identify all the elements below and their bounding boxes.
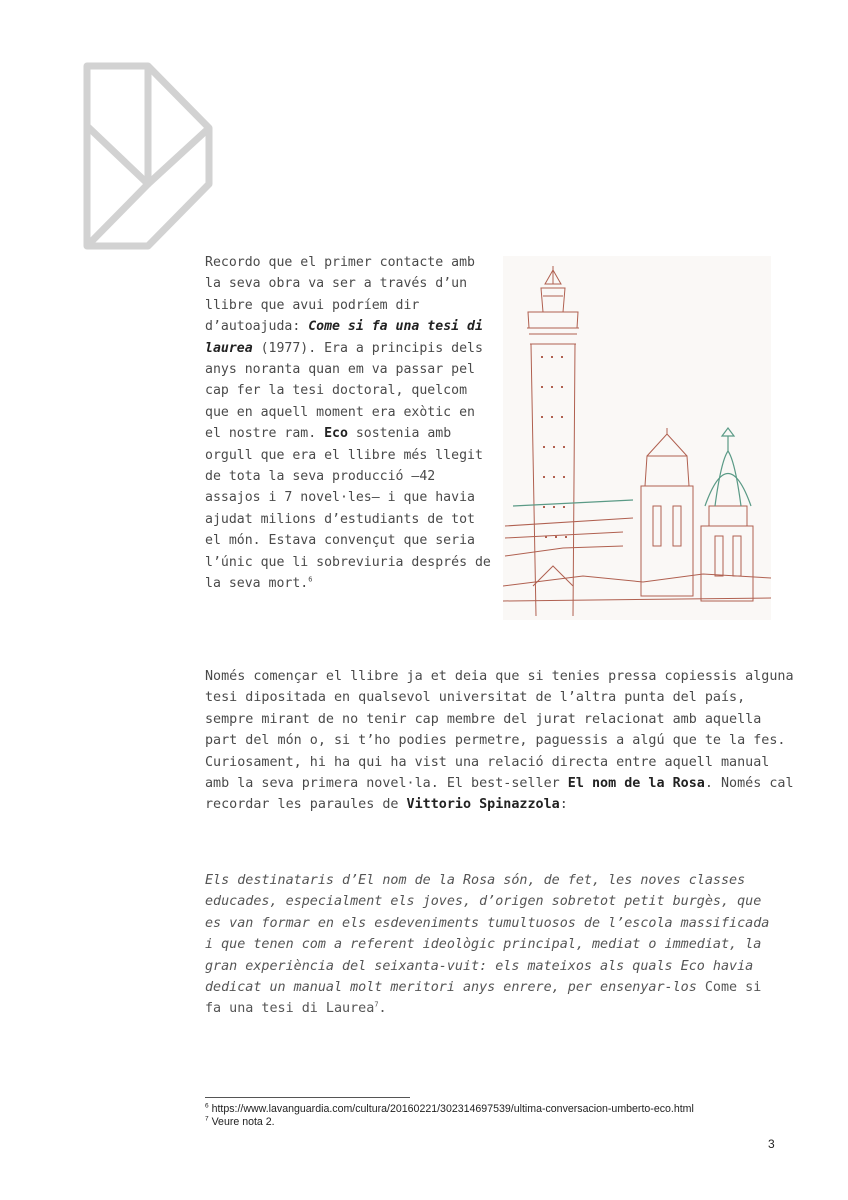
footnote-separator — [205, 1097, 410, 1098]
footnote-7-text: Veure nota 2. — [208, 1116, 275, 1128]
body-text-3: : — [559, 797, 568, 813]
footnote-ref-6: 6 — [308, 575, 313, 584]
footnote-ref-7: 7 — [374, 1000, 379, 1009]
author-name-eco: Eco — [324, 426, 348, 442]
quoted-author: Vittorio Spinazzola — [406, 797, 560, 813]
footnotes — [205, 1103, 805, 1129]
quote-end: . — [378, 1001, 387, 1017]
quote-text: Els destinataris d’El nom de la Rosa són, de fet, les noves classes educades, especialment els joves, d’origen sobretot petit burgès, que es van formar en els esdeveniments tumultuosos de l’escola massificada i que tenen com a referent ideològic principal, mediat o immediat, la gran experiència del seixanta-vuit: els mateixos als quals Eco havia dedicat un manual molt meritori anys enrere, per ensenyar-los — [205, 873, 770, 996]
page-number: 3 — [768, 1137, 775, 1151]
footnote-6: $^6$ https://www.lavanguardia.com/cultura/20160221/302314697539/ultima-conversacion-umberto-eco.html — [205, 1102, 694, 1115]
publisher-logo-icon — [82, 60, 214, 250]
intro-text-2: (1977). Era a principis dels anys noranta quan em va passar pel cap fer la tesi doctoral, quelcom que en aquell moment era exòtic en el nostre ram. — [205, 340, 483, 442]
body-paragraph — [205, 666, 795, 816]
body-text-2: . Només cal recordar les paraules de — [205, 776, 794, 813]
intro-text-1: Recordo que el primer contacte amb la seva obra va ser a través d’un llibre que avui podríem dir d’autoajuda: — [205, 255, 475, 335]
quote-book-title: Come si fa una tesi di Laurea — [205, 980, 762, 1017]
intro-text-3: sostenia amb orgull que era el llibre més llegit de tota la seva producció –42 assajos i 7 novel·les– i que havia ajudat milions d’estudiants de tot el món. Estava convençut que seria l’únic que li sobreviuria després de la seva mort. — [205, 426, 491, 592]
footnote-7: $^7$ Veure nota 2. — [205, 1115, 275, 1128]
body-text-1: Només començar el llibre ja et deia que si tenies pressa copiessis alguna tesi dipositada en qualsevol universitat de l’altra punta del país, sempre mirant de no tenir cap membre del jurat relacionat amb aquella part del món o, si t’ho podies permetre, paguessis a algú que te la fes. Curiosament, hi ha qui ha vist una relació directa entre aquell manual amb la seva primera novel·la. El best-seller — [205, 669, 794, 792]
novel-title: El nom de la Rosa — [567, 776, 705, 792]
intro-paragraph — [205, 252, 495, 595]
footnote-6-link[interactable]: https://www.lavanguardia.com/cultura/20160221/302314697539/ultima-conversacion-umberto-eco.html — [208, 1103, 694, 1115]
book-title: Come si fa una tesi di laurea — [205, 319, 483, 356]
block-quote — [205, 870, 785, 1020]
tower-sketch-illustration — [503, 256, 771, 620]
